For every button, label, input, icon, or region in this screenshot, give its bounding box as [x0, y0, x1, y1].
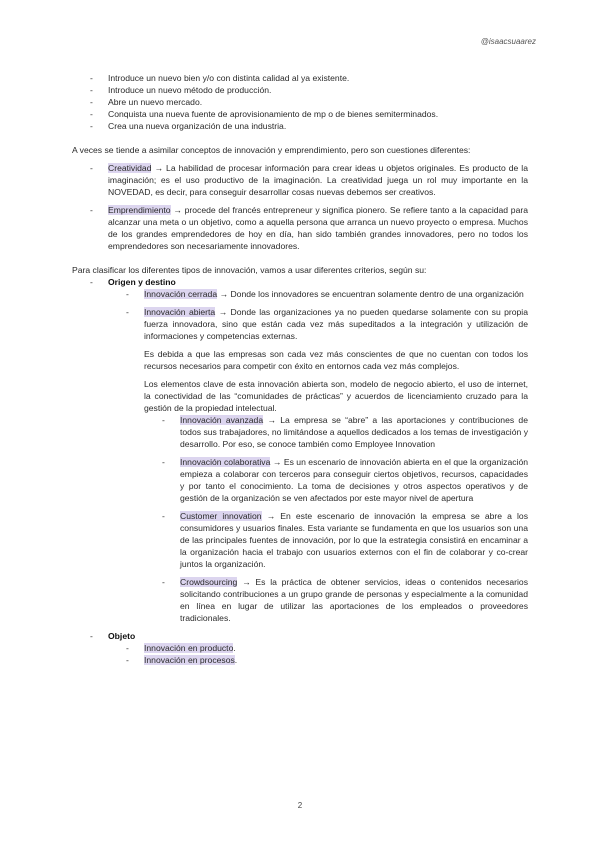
term-highlight: Innovación en procesos [144, 655, 235, 665]
item-customer: - Customer innovation → En este escenario de innovación la empresa se abre a los consumidores y usuarios finales. Esta variante se fundamenta en que los usuarios son una de las principales fuentes de innovación, por lo que la estrategia consistirá en encaminar a la organización hacia el trabajo con usuarios externos con el fin de colaborar y co-crear juntos la organización. [162, 511, 529, 569]
item-colaborativa: - Innovación colaborativa → Es un escenario de innovación abierta en el que la organización empieza a colaborar con terceros para conseguir ciertos objetivos, recursos, capacidades y por tanto el conocimiento. La toma de decisiones y otros aspectos operativos y de gestión de la organización se ven afectados por este mayor nivel de apertura [162, 457, 529, 503]
item-text: → La empresa se “abre” a las aportaciones y contribuciones de todos sus trabajadores, no limitándose a aquellos dedicados a los temas de investigación y desarrollo. Por eso, se conoce también como Employee Innovation [180, 415, 528, 449]
criterion-origen [72, 276, 528, 624]
term-highlight: Emprendimiento [108, 205, 171, 215]
list-item: - Crea una nueva organización de una industria. [72, 120, 528, 132]
page-number: 2 [297, 801, 303, 810]
item-procesos: - Innovación en procesos. [126, 655, 238, 665]
objeto-list [108, 642, 528, 666]
concept-text: → procede del francés entrepreneur y significa pionero. Se refiere tanto a la capacidad para alcanzar una meta o un objetivo, como a aquella persona que arranca un nuevo proyecto o empresa. Muchos de los grandes emprendedores de hoy en día, han sido también grandes innovadores, pero no todos los emprendedores son necesariamente innovadores. [108, 205, 528, 251]
item-crowdsourcing: - Crowdsourcing → Es la práctica de obtener servicios, ideas o contenidos necesarios solicitando contribuciones a un grupo grande de personas y especialmente a la comunidad en línea en lugar de utilizar las aportaciones de los empleados o proveedores tradicionales. [162, 577, 528, 623]
term-highlight: Creatividad [108, 163, 152, 173]
list-item: - Introduce un nuevo método de producción. [72, 84, 528, 96]
list-item: - Conquista una nueva fuente de aprovisionamiento de mp o de bienes semiterminados. [72, 108, 528, 120]
item-text: → Es la práctica de obtener servicios, ideas o contenidos necesarios solicitando contribuciones a un grupo grande de personas y especialmente a la comunidad en línea en lugar de utilizar las aportaciones de los empleados o proveedores tradicionales. [180, 577, 528, 623]
concept-text: → La habilidad de procesar información para crear ideas u objetos originales. Es producto de la imaginación; es el uso productivo de la imaginación. La creatividad juega un rol muy importante en la NOVEDAD, es decir, para conseguir desarrollar cosas nuevas debemos ser creativos. [108, 163, 528, 197]
paragraph-asimilar: A veces se tiende a asimilar conceptos de innovación y emprendimiento, pero son cuestiones diferentes: [72, 145, 471, 155]
term-highlight: Innovación avanzada [180, 415, 264, 425]
concept-creatividad [72, 162, 528, 198]
criterion-label: Origen y destino [108, 277, 176, 287]
abierta-paragraph-3: Los elementos clave de esta innovación abierta son, modelo de negocio abierto, el uso de internet, la conectividad de las “comunidades de prácticas” y acuerdos de licenciamiento cruzado para la gestión de la propiedad intelectual. [144, 379, 528, 413]
intro-list [72, 72, 528, 132]
term-highlight: Crowdsourcing [180, 577, 238, 587]
term-highlight: Innovación colaborativa [180, 457, 271, 467]
criteria-list [72, 276, 528, 666]
abierta-text [144, 306, 528, 342]
item-text: → En este escenario de innovación la empresa se abre a los consumidores y usuarios finales. Esta variante se fundamenta en que los usuarios son una de las principales fuentes de innovación, por lo que la estrategia consistirá en encaminar a la organización hacia el trabajo con usuarios externos con el fin de colaborar y co-crear juntos la organización. [180, 511, 529, 569]
item-text: → Es un escenario de innovación abierta en el que la organización empieza a colaborar con terceros para conseguir ciertos objetivos, recursos, capacidades y por tanto el conocimiento. La toma de decisiones y otros aspectos operativos y de gestión de la organización se ven afectados por este mayor nivel de apertura [180, 457, 529, 503]
origen-list [108, 288, 528, 624]
term-highlight: Innovación abierta [144, 307, 216, 317]
abierta-sublist [144, 414, 528, 624]
item-avanzada: - Innovación avanzada → La empresa se “abre” a las aportaciones y contribuciones de todos sus trabajadores, no limitándose a aquellos dedicados a los temas de investigación y desarrollo. Por eso, se conoce también como Employee Innovation [162, 415, 528, 449]
item-producto: - Innovación en producto. [126, 643, 236, 653]
criterion-label: Objeto [108, 631, 136, 641]
concepts-list [72, 162, 528, 252]
term-highlight: Innovación cerrada [144, 289, 218, 299]
paragraph-clasificar: Para clasificar los diferentes tipos de innovación, vamos a usar diferentes criterios, según su: [72, 265, 427, 275]
item-text: → Donde los innovadores se encuentran solamente dentro de una organización [217, 289, 524, 299]
document-body [72, 72, 528, 666]
concept-emprendimiento [72, 204, 528, 252]
item-cerrada: - Innovación cerrada → Donde los innovadores se encuentran solamente dentro de una organización [126, 289, 524, 299]
author-handle: @isaacsuaarez [480, 37, 536, 46]
item-abierta: - Innovación abierta → Donde las organizaciones ya no pueden quedarse solamente con su propia fuerza innovadora, sino que están cada vez más supeditados a la integración y utilización de informaciones y competencias externas. Es debida a que las empresas son cada vez más conscientes de que no cuentan con todos los recursos necesarios para competir con éxito en entornos cada vez más complejos. Los elementos clave de esta innovación abierta son, modelo de negocio abierto, el uso de internet, la conectividad de las “comunidades de prácticas” y acuerdos de licenciamiento cruzado para la gestión de la propiedad intelectual. - Innovación avanzada → La empresa se “abre” a las aportaciones y contribuciones de todos sus trabajadores, no limitándose a aquellos dedicados a los temas de investigación y desarrollo. Por eso, se conoce también como Employee Innovation - Innovación colaborativa → Es un escenario de innovación abierta en el que la organización empieza a colaborar con terceros para conseguir ciertos objetivos, recursos, capacidades y por tanto el conocimiento. La toma de decisiones y otros aspectos operativos y de gestión de la organización se ven afectados por este mayor nivel de apertura - Customer innovation → En este escenario de innovación la empresa se abre a los consumidores y usuarios finales. Esta variante se fundamenta en que los usuarios son una de las principales fuentes de innovación, por lo que la estrategia consistirá en encaminar a la organización hacia el trabajo con usuarios externos con el fin de colaborar y co-crear juntos la organización. - Crowdsourcing → Es la práctica de obtener servicios, ideas o contenidos necesarios solicitando contribuciones a un grupo grande de personas y especialmente a la comunidad en línea en lugar de utilizar las aportaciones de los empleados o proveedores tradicionales. [126, 307, 529, 623]
item-text: → Donde las organizaciones ya no pueden quedarse solamente con su propia fuerza innovadora, sino que están cada vez más supeditados a la integración y utilización de informaciones y competencias externas. [144, 307, 528, 341]
term-highlight: Innovación en producto [144, 643, 234, 653]
term-highlight: Customer innovation [180, 511, 262, 521]
abierta-paragraph-2: Es debida a que las empresas son cada vez más conscientes de que no cuentan con todos los recursos necesarios para competir con éxito en entornos cada vez más complejos. [144, 349, 528, 371]
criterion-objeto [72, 630, 528, 666]
list-item: - Abre un nuevo mercado. [72, 96, 528, 108]
list-item: - Introduce un nuevo bien y/o con distinta calidad al ya existente. [72, 72, 528, 84]
